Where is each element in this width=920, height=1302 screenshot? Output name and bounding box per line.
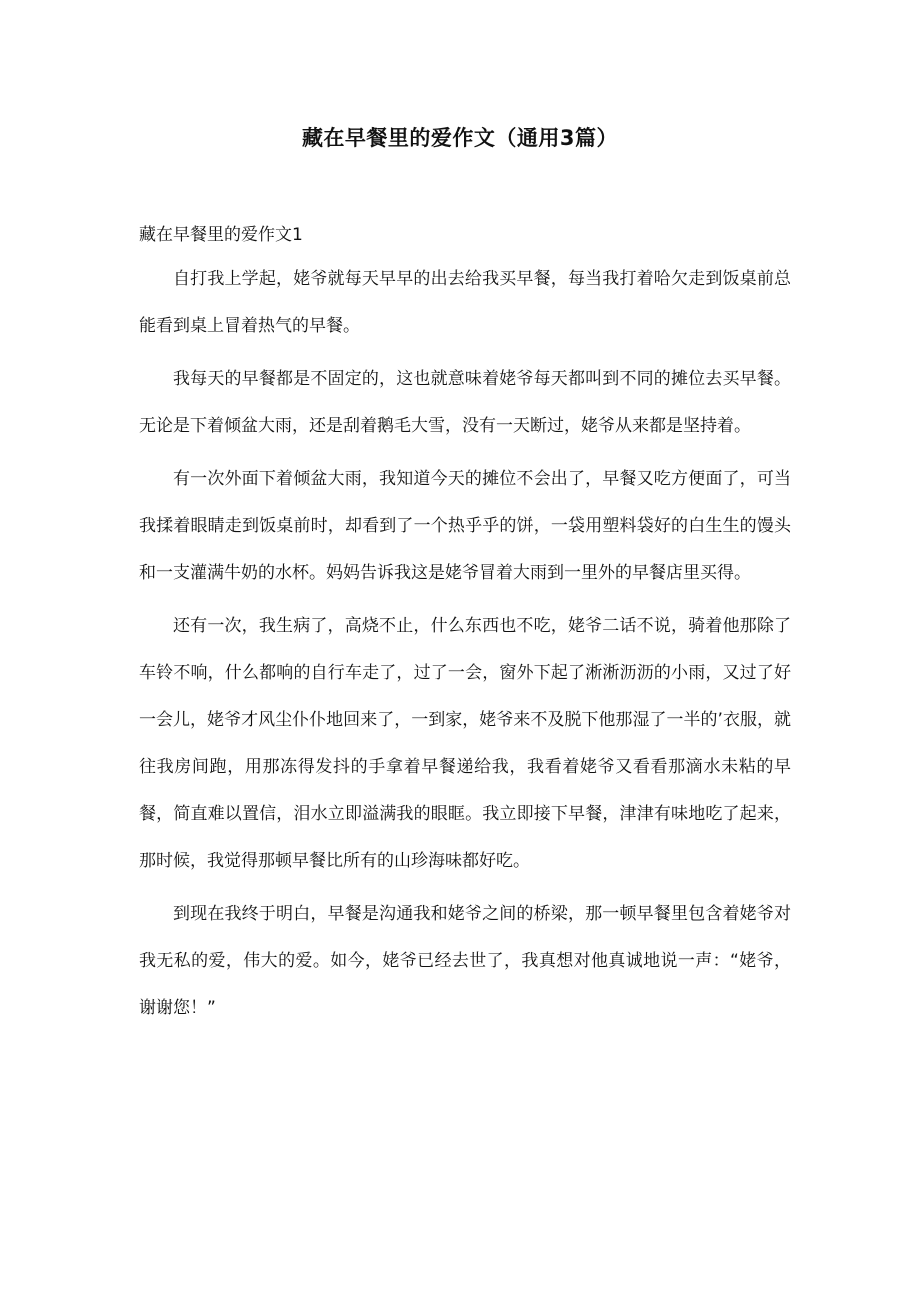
paragraph-1: 自打我上学起，姥爷就每天早早的出去给我买早餐，每当我打着哈欠走到饭桌前总能看到桌上冒着热气的早餐。 bbox=[139, 269, 791, 336]
paragraph-4: 还有一次，我生病了，高烧不止，什么东西也不吃，姥爷二话不说，骑着他那除了车铃不响，什么都响的自行车走了，过了一会，窗外下起了淅淅沥沥的小雨，又过了好一会儿，姥爷才风尘仆仆地回来了，一到家，姥爷来不及脱下他那湿了一半的’衣服，就往我房间跑，用那冻得发抖的手拿着早餐递给我，我看着姥爷又看看那滴水未粘的早餐，简直难以置信，泪水立即溢满我的眼眶。我立即接下早餐，津津有味地吃了起来，那时候，我觉得那顿早餐比所有的山珍海味都好吃。 bbox=[139, 616, 791, 871]
document-title: 藏在早餐里的爱作文（通用3篇） bbox=[301, 126, 619, 150]
paragraph-2: 我每天的早餐都是不固定的，这也就意味着姥爷每天都叫到不同的摊位去买早餐。无论是下着倾盆大雨，还是刮着鹅毛大雪，没有一天断过，姥爷从来都是坚持着。 bbox=[139, 369, 791, 436]
document-body bbox=[139, 220, 791, 1038]
paragraph-3: 有一次外面下着倾盆大雨，我知道今天的摊位不会出了，早餐又吃方便面了，可当我揉着眼睛走到饭桌前时，却看到了一个热乎乎的饼，一袋用塑料袋好的白生生的馒头和一支灌满牛奶的水杯。妈妈告诉我这是姥爷冒着大雨到一里外的早餐店里买得。 bbox=[139, 469, 791, 583]
paragraph-5: 到现在我终于明白，早餐是沟通我和姥爷之间的桥梁，那一顿早餐里包含着姥爷对我无私的爱，伟大的爱。如今，姥爷已经去世了，我真想对他真诚地说一声：“姥爷，谢谢您！” bbox=[139, 904, 791, 1018]
section-heading: 藏在早餐里的爱作文1 bbox=[139, 225, 303, 245]
